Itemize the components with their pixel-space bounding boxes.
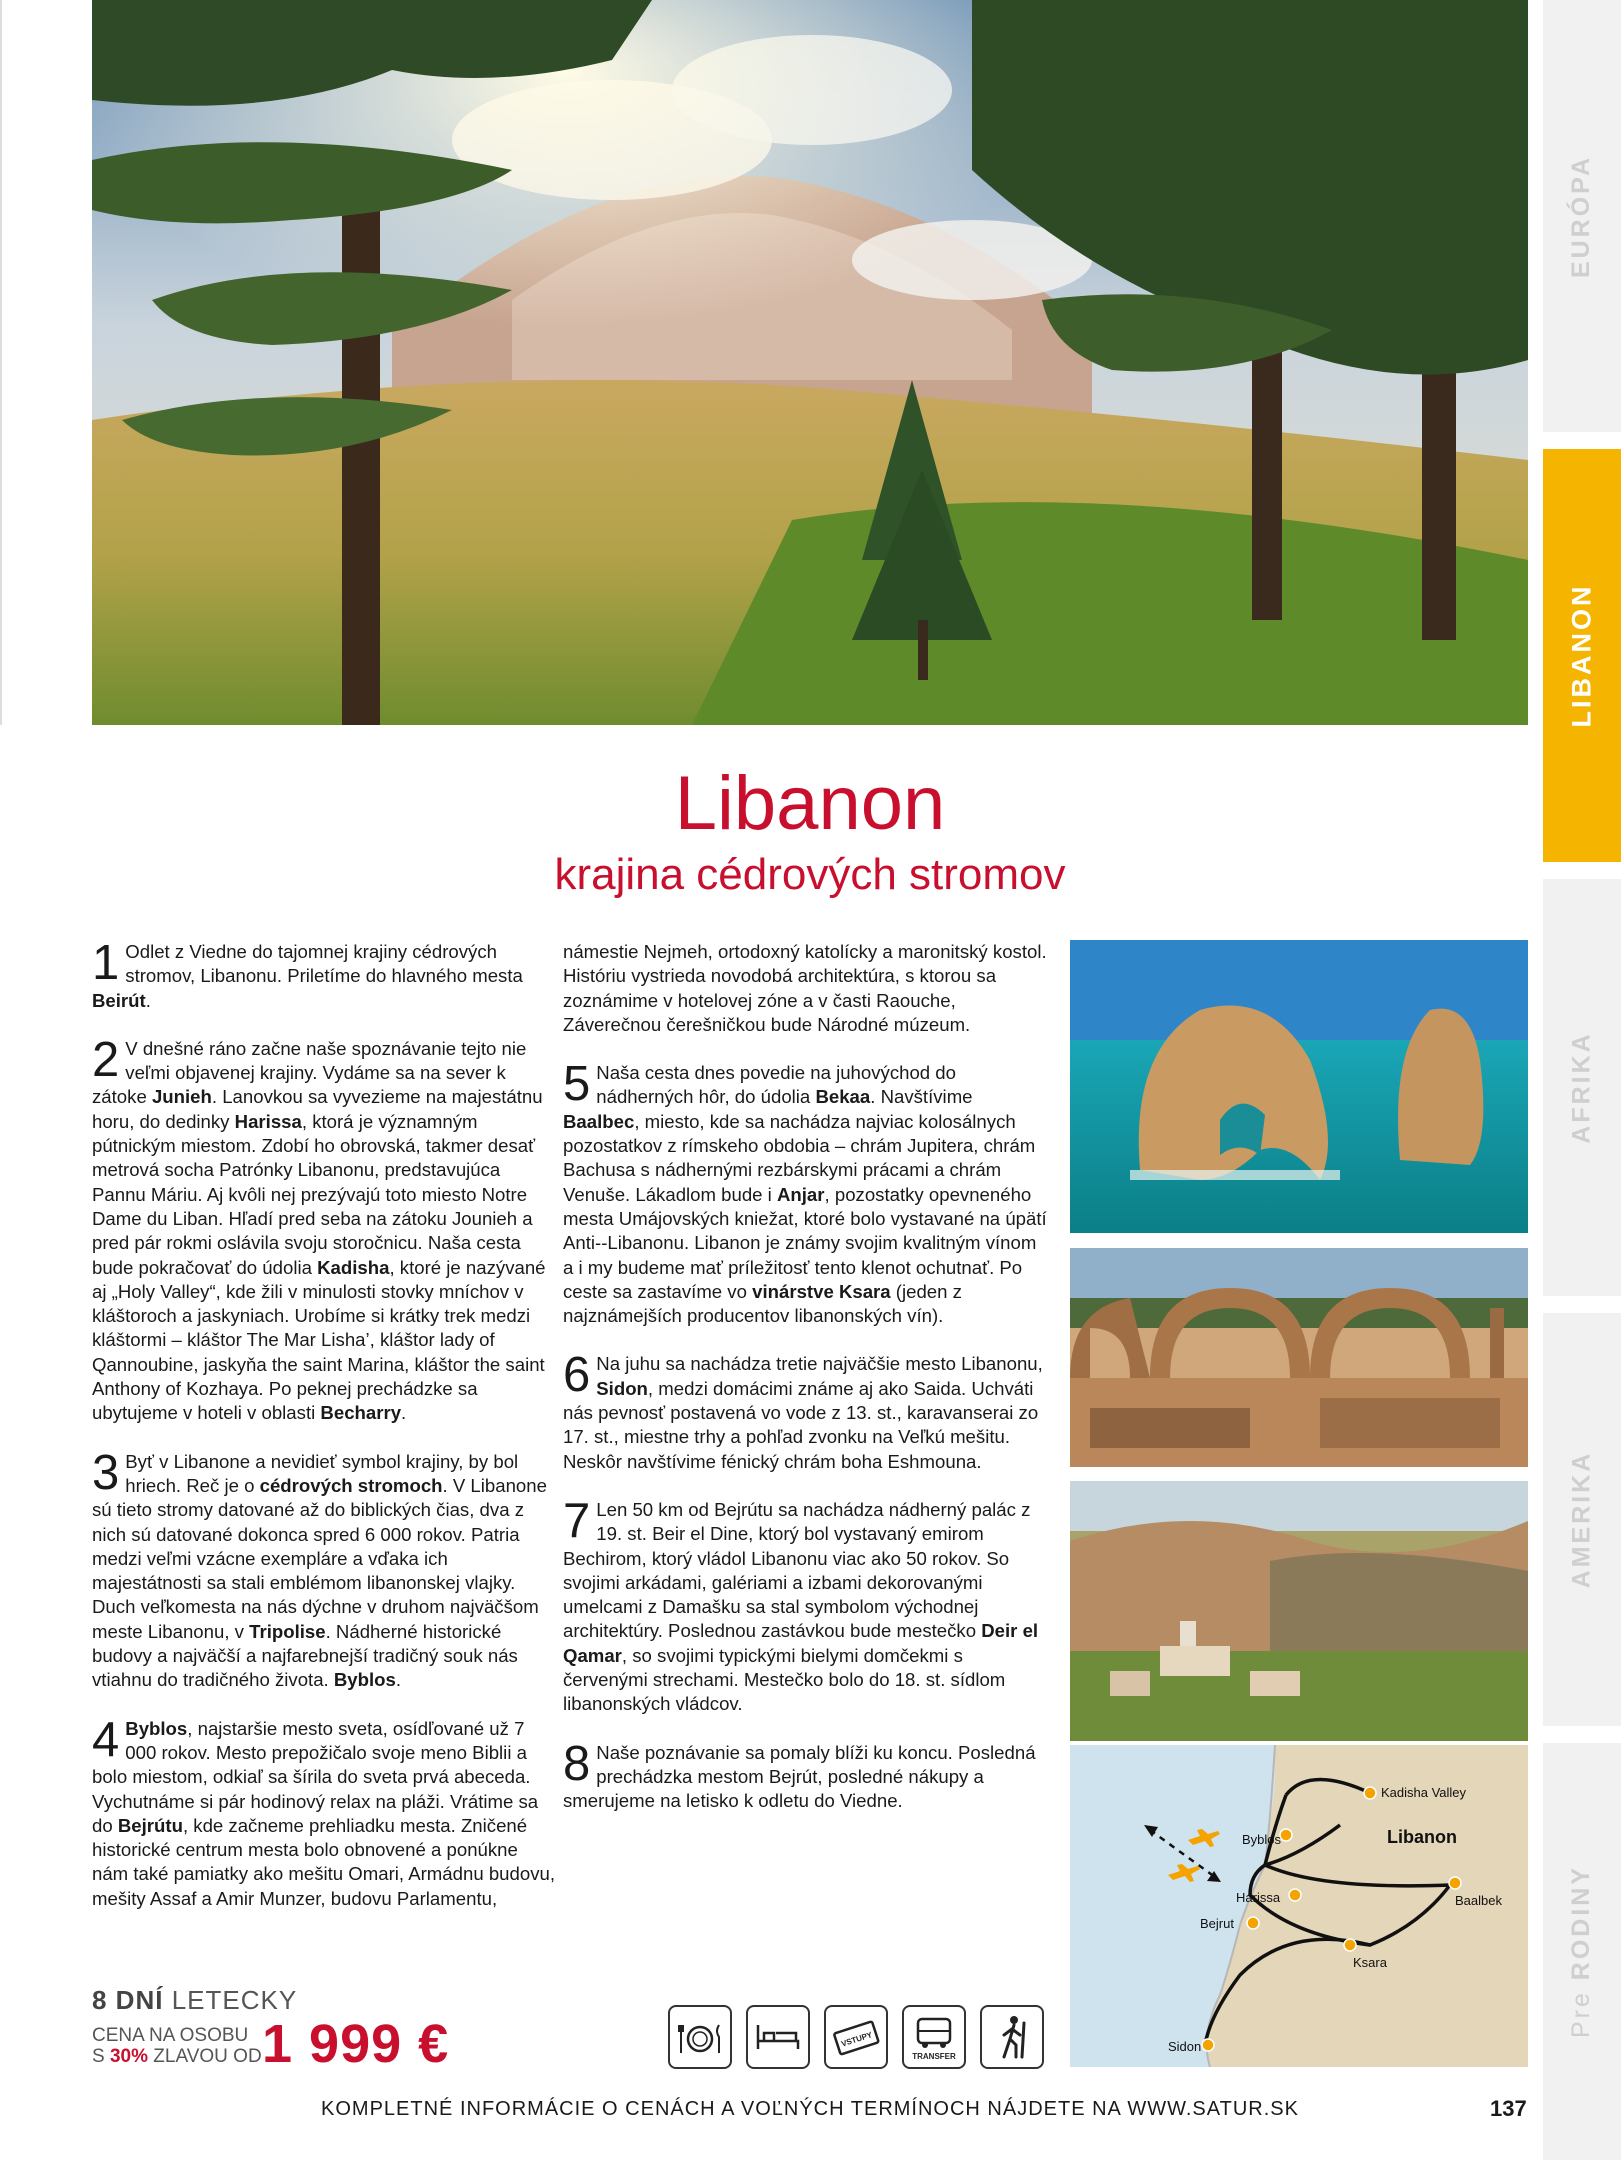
- day-number: 7: [563, 1493, 591, 1548]
- day-text: (jeden z najznámejších producentov libanonských vín).: [563, 1280, 962, 1327]
- page-number: 137: [1490, 2096, 1527, 2121]
- map-label-ksara: Ksara: [1353, 1955, 1387, 1970]
- day-text: námestie Nejmeh, ortodoxný katolícky a maronitský kostol. Históriu vystrieda novodobá architektúra, s ktorou sa zoznámime v hotelovej zóne a v časti Raouche, Záverečnou čerešničkou bude Národné múzeum.: [563, 941, 1047, 1035]
- itinerary-day-5: [563, 1057, 1048, 1328]
- day-text: , najstaršie mesto sveta, osídľované už 7 000 rokov. Mesto prepožičalo svoje meno Biblii a bolo miestom, odkiaľ sa šírila do sveta prvá abeceda. Vychutnáme si pár hodinový relax na pláži. Vrátime sa do: [92, 1717, 539, 1836]
- day-text: Odlet z Viedne do tajomnej krajiny cédrových stromov, Libanonu. Priletíme do hlavného mesta: [125, 941, 523, 987]
- tab-pre-rodiny[interactable]: [1543, 1743, 1621, 2160]
- footer-info: KOMPLETNÉ INFORMÁCIE O CENÁCH A VOĽNÝCH TERMÍNOCH NÁJDETE NA WWW.SATUR.SK: [321, 2098, 1299, 2120]
- page-subtitle: krajina cédrových stromov: [554, 850, 1066, 899]
- day-text: Kadisha: [317, 1256, 390, 1278]
- duration-transport: LETECKY: [171, 1985, 298, 2015]
- tab-pre-rodiny-label: [1568, 1865, 1597, 2038]
- price-label-s: S: [92, 2046, 105, 2067]
- day-text: Bejrútu: [117, 1814, 183, 1836]
- day-text: Deir el Qamar: [563, 1620, 1039, 1666]
- meals-icon: [668, 2005, 732, 2069]
- hotel-bed-icon: [746, 2005, 810, 2069]
- map-label-byblos: Byblos: [1242, 1832, 1282, 1847]
- tab-rodiny-word: RODINY: [1567, 1864, 1596, 1981]
- price-label-rest: ZLAVOU OD: [153, 2046, 262, 2067]
- ticket-icon-label: VSTUPY: [840, 2030, 874, 2049]
- day-text: Naša cesta dnes povedie na juhovýchod do nádherných hôr, do údolia: [596, 1062, 956, 1108]
- tab-amerika-label: AMERIKA: [1567, 1450, 1596, 1589]
- tab-afrika[interactable]: [1543, 879, 1621, 1296]
- day-number: 2: [92, 1032, 120, 1087]
- day-text: cédrových stromoch: [259, 1474, 443, 1496]
- tab-libanon-label: LIBANON: [1566, 583, 1597, 728]
- day-text: , medzi domácimi známe aj ako Saida. Uchváti nás pevnosť postavená vo vode z 13. st., karavanserai zo 17. st., miestne trhy a pohľad zvonku na Veľkú mešitu. Neskôr navštívime fénický chrám boha Eshmouna.: [563, 1377, 1039, 1472]
- day-text: Byblos: [333, 1669, 396, 1691]
- transfer-bus-icon: [902, 2005, 966, 2069]
- map-label-kadisha: Kadisha Valley: [1381, 1785, 1467, 1800]
- itinerary-column-1: [92, 936, 557, 1911]
- ticket-icon: [824, 2005, 888, 2069]
- itinerary-day-2: [92, 1032, 557, 1426]
- transfer-icon-label: TRANSFER: [912, 2052, 956, 2061]
- map-label-baalbek: Baalbek: [1455, 1893, 1502, 1908]
- photo-pigeon-rocks: [1070, 940, 1528, 1233]
- day-text: Tripolise: [249, 1620, 326, 1642]
- price-amount: 1 999 €: [262, 2014, 450, 2074]
- day-text: V dnešné ráno začne naše spoznávanie tejto nie veľmi objavenej krajiny. Vydáme sa na sever k zátoke: [92, 1037, 527, 1108]
- tab-pre-prefix: Pre: [1567, 1990, 1596, 2039]
- day-text: Beirút: [92, 989, 146, 1011]
- day-number: 8: [563, 1736, 591, 1791]
- day-number: 4: [92, 1712, 120, 1767]
- day-text: . Navštívime: [870, 1086, 973, 1108]
- itinerary-column-2: [563, 940, 1048, 1838]
- day-number: 6: [563, 1348, 591, 1403]
- day-text: Harissa: [234, 1110, 302, 1132]
- map-country-label: Libanon: [1387, 1827, 1457, 1847]
- day-text: Junieh: [151, 1086, 212, 1108]
- day-text: , pozostatky opevneného mesta Umájovských kniežat, ktoré bolo vystavané na úpätí Anti--Libanonu. Libanon je známy svojim kvalitným vínom a i my budeme mať príležitosť tento klenot ochutnať. Po ceste sa zastavíme vo: [563, 1183, 1047, 1302]
- tab-europa-label: EURÓPA: [1567, 154, 1596, 278]
- day-text: vinárstve Ksara: [752, 1280, 891, 1302]
- discount-percent: 30%: [109, 2046, 148, 2067]
- day-text: .: [395, 1669, 402, 1691]
- tab-afrika-label: AFRIKA: [1567, 1031, 1596, 1144]
- day-number: 5: [563, 1057, 591, 1112]
- price-label-line1: CENA NA OSOBU: [92, 2025, 249, 2046]
- itinerary-day-6: [563, 1348, 1048, 1473]
- hero-photo-cedar-forest: [92, 0, 1528, 725]
- day-text: . V Libanone sú tieto stromy datované až do biblických čias, dva z nich sú datované dokonca spred 6 000 rokov. Patria medzi veľmi vzácne exempláre a vďaka ich majestátnosti sa stali emblémom libanonskej vlajky. Duch veľkomesta na nás dýchne v druhom najväčšom meste Libanonu, v: [92, 1474, 547, 1642]
- day-text: , kde začneme prehliadku mesta. Zničené historické centrum mesta bolo obnovené a ponúkne nám také pamiatky ako mešitu Omari, Armádnu budovu, mešity Assaf a Amir Munzer, budovu Parlamentu,: [92, 1814, 555, 1909]
- map-label-bejrut: Bejrut: [1200, 1916, 1234, 1931]
- service-icons: [668, 2005, 1044, 2069]
- tab-amerika[interactable]: [1543, 1313, 1621, 1726]
- day-text: , miesto, kde sa nachádza najviac kolosálnych pozostatkov z rímskeho obdobia – chrám Jupitera, chrám Bachusa s nádhernými rezbárskymi prácami a chrám Venuše. Lákadlom bude i: [563, 1110, 1036, 1205]
- itinerary-day-4-continued: [563, 940, 1048, 1037]
- day-text: Sidon: [596, 1377, 648, 1399]
- map-label-sidon: Sidon: [1168, 2039, 1202, 2054]
- trip-duration: [92, 1985, 297, 2016]
- itinerary-day-4: [92, 1712, 557, 1911]
- tab-europa[interactable]: [1543, 0, 1621, 432]
- photo-anjar-ruins: [1070, 1248, 1528, 1467]
- price-label: [92, 2025, 262, 2067]
- day-text: Baalbec: [563, 1110, 635, 1132]
- route-map: [1070, 1745, 1528, 2067]
- day-text: Anjar: [776, 1183, 825, 1205]
- day-text: Na juhu sa nachádza tretie najväčšie mesto Libanonu,: [596, 1353, 1043, 1375]
- day-text: , so svojimi typickými bielymi domčekmi s červenými strechami. Mestečko bolo do 18. st. sídlom libanonských vládcov.: [563, 1644, 1006, 1715]
- day-text: .: [401, 1402, 407, 1424]
- hiking-icon: [980, 2005, 1044, 2069]
- day-number: 3: [92, 1445, 120, 1500]
- day-text: . Nádherné historické budovy a najväčší a najfarebnejší tradičný souk nás vtiahnu do tradičného života.: [92, 1620, 518, 1691]
- duration-days: 8 DNÍ: [92, 1985, 164, 2015]
- tab-libanon[interactable]: [1543, 449, 1621, 862]
- day-text: Becharry: [320, 1402, 402, 1424]
- day-text: , ktorá je významným pútnickým miestom. Zdobí ho obrovská, takmer desať metrová socha Patrónky Libanonu, predstavujúca Pannu Máriu. Aj kvôli nej prezývajú toto miesto Notre Dame du Liban. Hľadí pred seba na zátoku Jounieh a pred pár rokmi oslávila svoju storočnicu. Naša cesta bude pokračovať do údolia: [92, 1110, 536, 1278]
- itinerary-day-3: [92, 1445, 557, 1693]
- itinerary-day-7: [563, 1493, 1048, 1717]
- day-text: .: [145, 989, 151, 1011]
- day-number: 1: [92, 936, 120, 990]
- price-label-line2: [92, 2046, 262, 2067]
- itinerary-day-1: [92, 936, 557, 1013]
- page-title: Libanon: [674, 761, 946, 846]
- day-text: Byť v Libanone a nevidieť symbol krajiny, by bol hriech. Reč je o: [125, 1450, 519, 1496]
- day-text: Len 50 km od Bejrútu sa nachádza nádherný palác z 19. st. Beir el Dine, ktorý bol vystavaný emirom Bechirom, ktorý vládol Libanonu viac ako 50 rokov. So svojimi arkádami, galériami a izbami dekorovanými umelcami z Damašku sa stal symbolom východnej architektúry. Poslednou zastávkou bude mestečko: [563, 1498, 1031, 1642]
- day-text: Byblos: [125, 1717, 188, 1739]
- day-text: , ktoré je nazývané aj „Holy Valley“, kde žili v minulosti stovky mníchov v kláštoroch a jaskyniach. Urobíme si krátky trek medzi kláštormi – kláštor The Mar Lisha’, kláštor lady of Qannoubine, jaskyňa the saint Marina, kláštor the saint Anthony of Kozhaya. Po peknej prechádzke sa ubytujeme v hoteli v oblasti: [92, 1256, 546, 1424]
- day-text: Bekaa: [815, 1086, 871, 1108]
- day-text: . Lanovkou sa vyvezieme na majestátnu horu, do dedinky: [92, 1086, 543, 1132]
- page-edge-line: [0, 0, 2, 725]
- itinerary-day-8: [563, 1736, 1048, 1814]
- map-label-harissa: Harissa: [1236, 1890, 1281, 1905]
- day-text: Naše poznávanie sa pomaly blíži ku koncu. Posledná prechádzka mestom Bejrút, posledné nákupy a smerujeme na letisko k odletu do Viedne.: [563, 1741, 1036, 1812]
- photo-mountain-village: [1070, 1481, 1528, 1741]
